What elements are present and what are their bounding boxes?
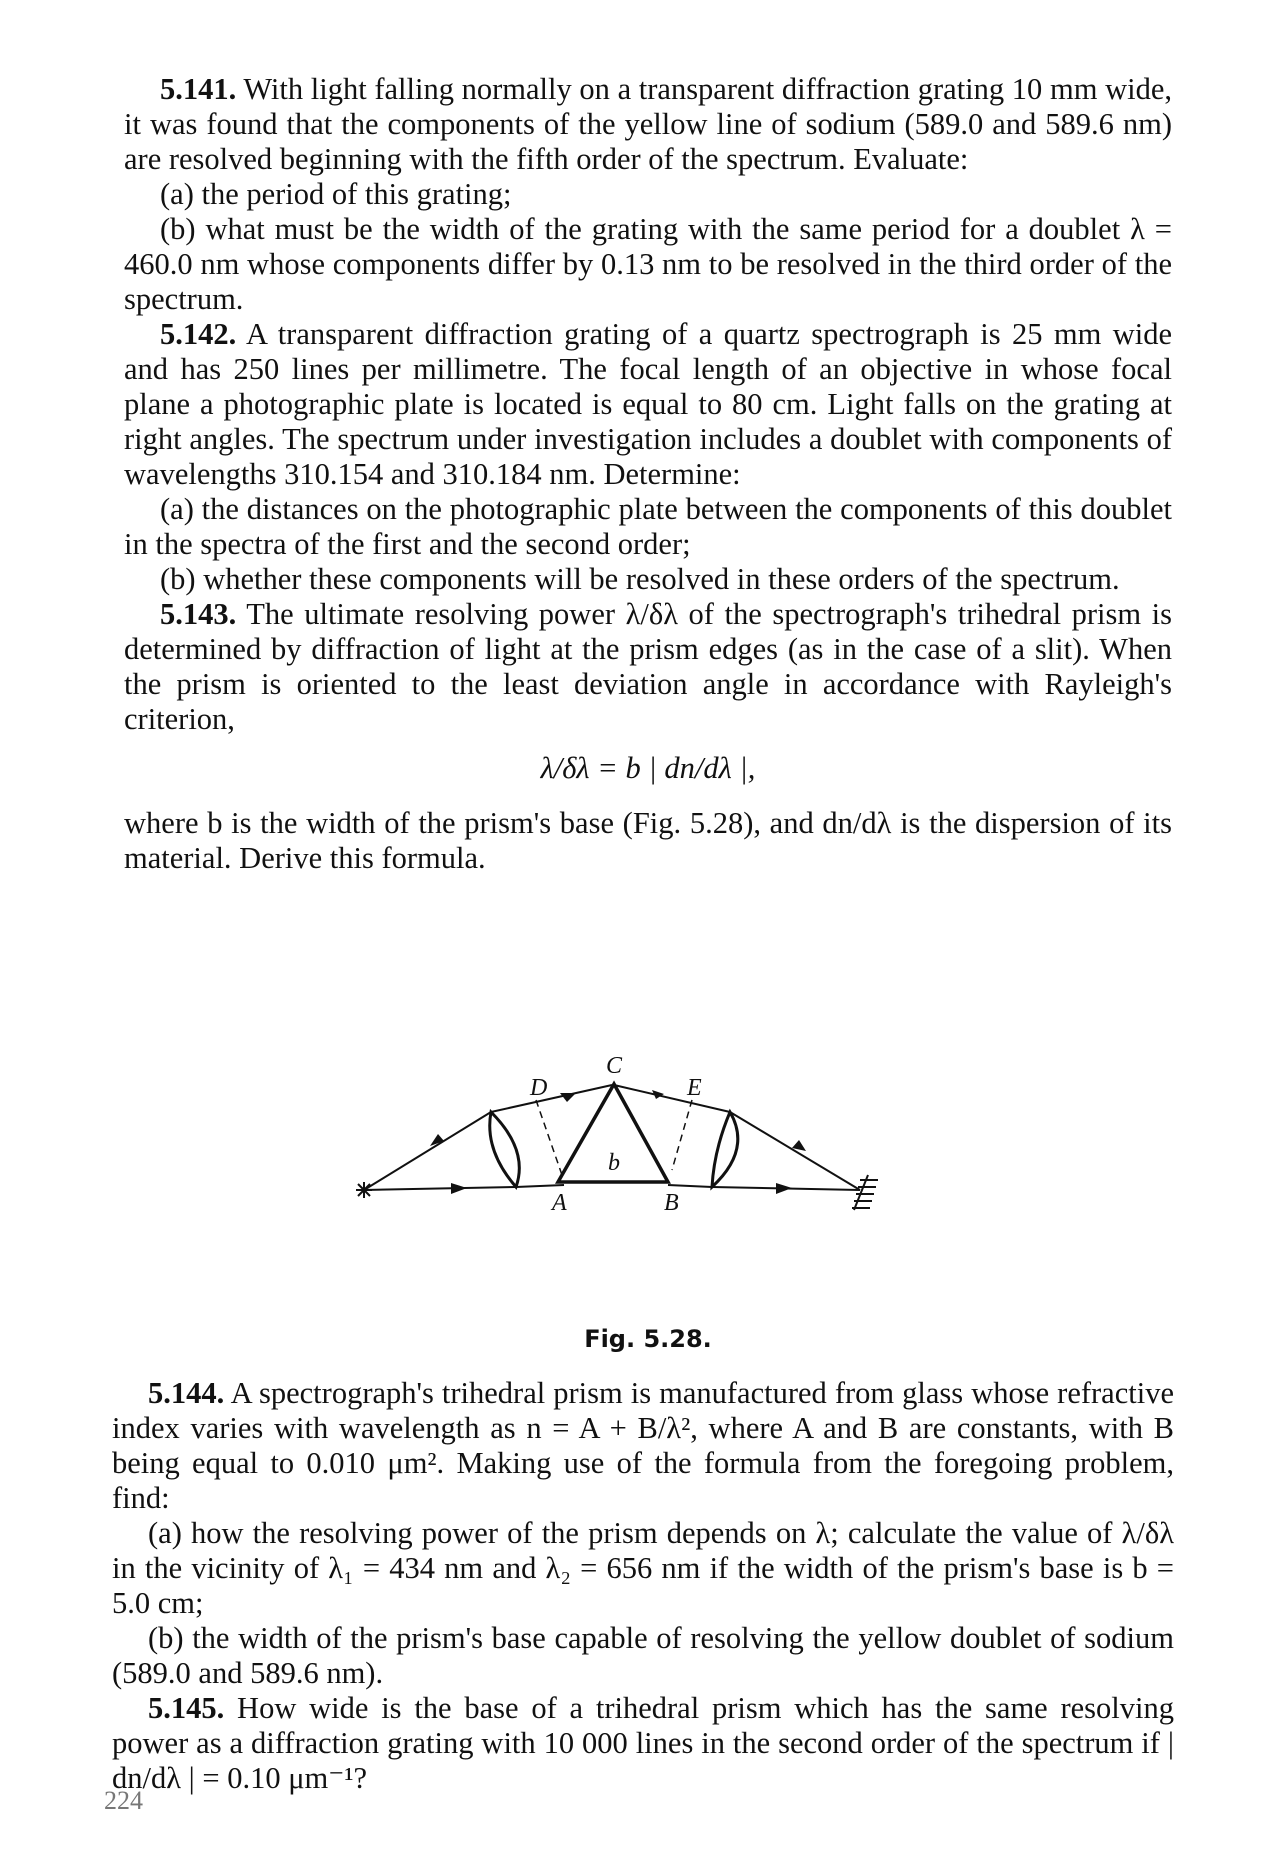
ray-upper-incident [364,1112,491,1190]
wavefront-eb [672,1100,692,1170]
ray-upper-to-focus [730,1112,860,1190]
ray-upper-from-prism [614,1085,730,1112]
problem-number: 5.144. [148,1376,225,1410]
label-d: D [530,1075,548,1101]
problem-5-143-intro: 5.143. The ultimate resolving power λ/δλ of the spectrograph's trihedral prism is determined by diffraction of light at the prism edges (as in the case of a slit). When the prism is oriented to the least deviation angle in accordance with Rayleigh's criterion, [124,597,1172,736]
figure-5-28 [124,1010,1172,1353]
problem-number: 5.145. [148,1691,225,1725]
arrowhead [451,1183,467,1194]
problem-5-144-part-a: (a) how the resolving power of the prism depends on λ; calculate the value of λ/δλ in the vicinity of λ₁ = 434 nm and λ₂ = 656 nm if the width of the prism's base is b = 5.0 cm; [112,1516,1174,1620]
lower-text-block [112,1376,1174,1796]
ray-lower-incident [364,1187,516,1190]
prism-diagram [124,1010,1172,1310]
ray-upper-to-prism [491,1085,612,1112]
label-b: B [664,1190,679,1216]
arrowhead [776,1183,792,1194]
screen-icon [852,1175,878,1210]
page-number: 224 [104,1786,143,1815]
problem-5-145: 5.145. How wide is the base of a trihedral prism which has the same resolving power as a diffraction grating with 10 000 lines in the second order of the spectrum if | dn/dλ | = 0.10 μm⁻¹? [112,1691,1174,1795]
label-b-width: b [608,1150,620,1176]
ray-lower-from-prism [668,1185,712,1187]
label-a: A [552,1190,567,1216]
problem-5-141-part-b: (b) what must be the width of the grating with the same period for a doublet λ = 460.0 nm whose components differ by 0.13 nm to be resolved in the third order of the spectrum. [124,212,1172,316]
figure-caption: Fig. 5.28. [584,1325,712,1353]
collimator-lens [490,1112,520,1187]
label-e: E [687,1075,702,1101]
problem-5-144-part-b: (b) the width of the prism's base capable of resolving the yellow doublet of sodium (589.0 and 589.6 nm). [112,1621,1174,1690]
problem-5-143-after: where b is the width of the prism's base (Fig. 5.28), and dn/dλ is the dispersion of its material. Derive this formula. [124,806,1172,875]
problem-5-144-intro: 5.144. A spectrograph's trihedral prism is manufactured from glass whose refractive index varies with wavelength as n = A + B/λ², where A and B are constants, with B being equal to 0.010 μm². Making use of the formula from the foregoing problem, find: [112,1376,1174,1515]
label-c: C [606,1053,623,1079]
wavefront-da [536,1100,562,1175]
problem-5-142-part-b: (b) whether these components will be resolved in these orders of the spectrum. [160,562,1120,596]
problem-5-142-part-a: (a) the distances on the photographic plate between the components of this doublet in the spectra of the first and the second order; [124,492,1172,561]
arrowhead [560,1093,576,1102]
upper-text-block [124,72,1172,876]
problem-number: 5.141. [160,72,237,106]
rayleigh-equation: λ/δλ = b | dn/dλ |, [540,751,756,785]
problem-number: 5.143. [160,597,237,631]
ray-lower-to-prism [516,1185,564,1187]
camera-lens [712,1112,738,1187]
problem-5-141-part-a: (a) the period of this grating; [160,177,512,211]
problem-5-141-intro: 5.141. With light falling normally on a transparent diffraction grating 10 mm wide, it was found that the components of the yellow line of sodium (589.0 and 589.6 nm) are resolved beginning with the fifth order of the spectrum. Evaluate: [124,72,1172,176]
problem-5-142-intro: 5.142. A transparent diffraction grating of a quartz spectrograph is 25 mm wide and has 250 lines per millimetre. The focal length of an objective in whose focal plane a photographic plate is located is equal to 80 cm. Light falls on the grating at right angles. The spectrum under investigation includes a doublet with components of wavelengths 310.154 and 310.184 nm. Determine: [124,317,1172,491]
problem-number: 5.142. [160,317,237,351]
